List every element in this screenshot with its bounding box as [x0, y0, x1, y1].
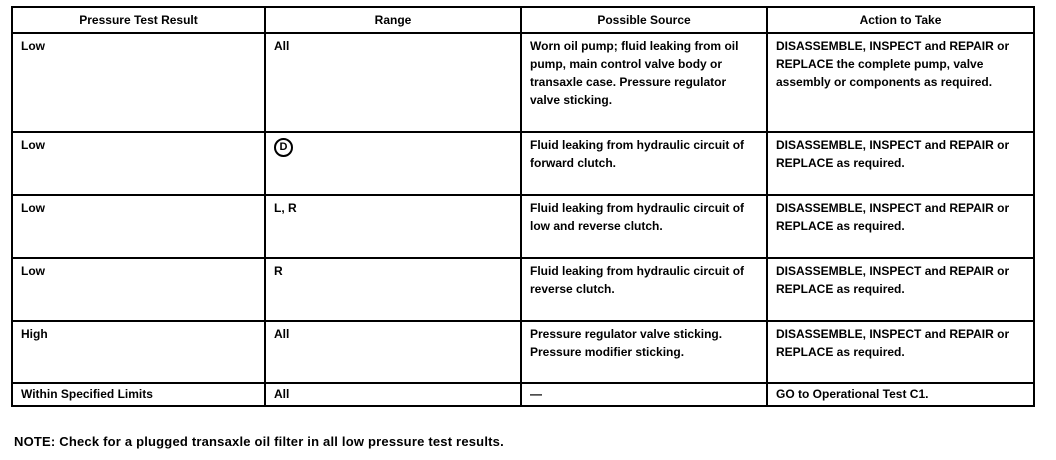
result-cell: Low — [12, 33, 265, 132]
action-cell: DISASSEMBLE, INSPECT and REPAIR or REPLACE the complete pump, valve assembly or components as required. — [767, 33, 1034, 132]
action-cell: DISASSEMBLE, INSPECT and REPAIR or REPLACE as required. — [767, 321, 1034, 383]
source-cell: — — [521, 383, 767, 406]
range-cell: All — [265, 33, 521, 132]
header-action-to-take: Action to Take — [767, 7, 1034, 33]
table-row — [12, 321, 1034, 383]
result-cell: High — [12, 321, 265, 383]
footnote: NOTE: Check for a plugged transaxle oil filter in all low pressure test results. — [14, 434, 504, 449]
range-cell: L, R — [265, 195, 521, 258]
source-cell: Fluid leaking from hydraulic circuit of forward clutch. — [521, 132, 767, 195]
source-cell: Pressure regulator valve sticking. Pressure modifier sticking. — [521, 321, 767, 383]
range-cell — [265, 132, 521, 195]
header-possible-source: Possible Source — [521, 7, 767, 33]
action-cell: GO to Operational Test C1. — [767, 383, 1034, 406]
source-cell: Worn oil pump; fluid leaking from oil pump, main control valve body or transaxle case. Pressure regulator valve sticking. — [521, 33, 767, 132]
action-cell: DISASSEMBLE, INSPECT and REPAIR or REPLACE as required. — [767, 258, 1034, 321]
table-row — [12, 258, 1034, 321]
source-cell: Fluid leaking from hydraulic circuit of low and reverse clutch. — [521, 195, 767, 258]
table-row — [12, 383, 1034, 406]
document — [11, 6, 1033, 407]
range-cell: R — [265, 258, 521, 321]
header-range: Range — [265, 7, 521, 33]
result-cell: Within Specified Limits — [12, 383, 265, 406]
header-pressure-test-result: Pressure Test Result — [12, 7, 265, 33]
pressure-test-table — [11, 6, 1035, 407]
action-cell: DISASSEMBLE, INSPECT and REPAIR or REPLACE as required. — [767, 132, 1034, 195]
table-header-row — [12, 7, 1034, 33]
result-cell: Low — [12, 132, 265, 195]
range-cell: All — [265, 383, 521, 406]
range-cell: All — [265, 321, 521, 383]
table-row — [12, 195, 1034, 258]
drive-range-circle-icon: D — [274, 138, 293, 157]
table-row — [12, 33, 1034, 132]
result-cell: Low — [12, 258, 265, 321]
source-cell: Fluid leaking from hydraulic circuit of reverse clutch. — [521, 258, 767, 321]
table-row — [12, 132, 1034, 195]
action-cell: DISASSEMBLE, INSPECT and REPAIR or REPLACE as required. — [767, 195, 1034, 258]
result-cell: Low — [12, 195, 265, 258]
